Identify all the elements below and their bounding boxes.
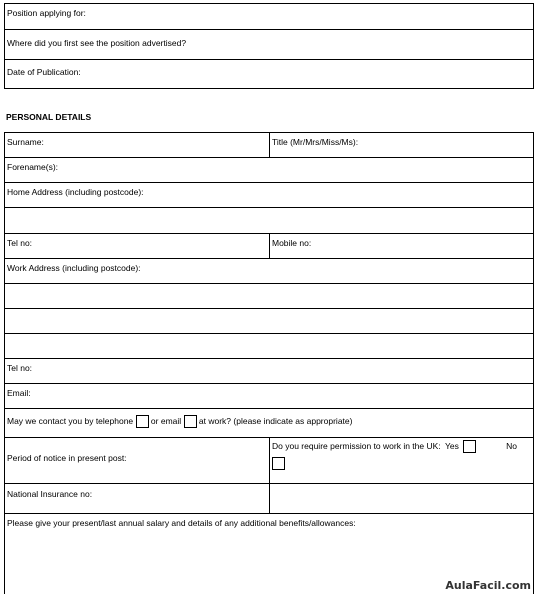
mobile-label: Mobile no: [272, 238, 312, 248]
forenames-label: Forename(s): [7, 162, 59, 172]
ni-number-input[interactable] [269, 484, 533, 513]
phone-row [5, 234, 533, 259]
work-address-row[interactable] [5, 259, 533, 284]
ni-number-label: National Insurance no: [7, 489, 93, 499]
permission-label: Do you require permission to work in the UK: [272, 440, 441, 451]
permission-no-label: No [506, 441, 517, 451]
where-seen-label: Where did you first see the position advertised? [7, 38, 187, 48]
email-row[interactable] [5, 384, 533, 409]
position-table [4, 3, 534, 89]
telephone-checkbox[interactable] [136, 415, 149, 428]
publication-date-row[interactable] [5, 60, 533, 88]
email-checkbox[interactable] [184, 415, 197, 428]
contact-text-mid: or email [150, 415, 182, 426]
work-tel-label: Tel no: [7, 363, 33, 373]
contact-text-post: at work? (please indicate as appropriate) [198, 415, 353, 426]
work-address-line-4[interactable] [5, 334, 533, 359]
ni-row [5, 484, 533, 514]
permission-no-checkbox[interactable] [272, 457, 285, 470]
tel-field[interactable] [5, 234, 269, 258]
work-address-line-2[interactable] [5, 284, 533, 309]
surname-label: Surname: [7, 137, 44, 147]
notice-period-field[interactable] [5, 438, 269, 483]
permission-yes-label: Yes [445, 440, 459, 451]
surname-row [5, 133, 533, 158]
mobile-field[interactable] [269, 234, 533, 258]
position-row[interactable] [5, 4, 533, 30]
ni-number-field[interactable] [5, 484, 269, 513]
home-address-label: Home Address (including postcode): [7, 187, 144, 197]
work-address-line-3[interactable] [5, 309, 533, 334]
contact-row [5, 409, 533, 438]
email-label: Email: [7, 388, 31, 398]
salary-label: Please give your present/last annual salary and details of any additional benefits/allowances: [7, 518, 356, 528]
work-permission-field [269, 438, 533, 483]
notice-permission-row [5, 438, 533, 484]
tel-label: Tel no: [7, 238, 33, 248]
home-address-line-2[interactable] [5, 208, 533, 234]
work-tel-row[interactable] [5, 359, 533, 384]
site-watermark: AulaFacil.com [445, 579, 531, 592]
surname-field[interactable] [5, 133, 269, 157]
where-seen-row[interactable] [5, 30, 533, 60]
personal-details-table [4, 132, 534, 594]
notice-period-label: Period of notice in present post: [7, 453, 127, 463]
permission-yes-checkbox[interactable] [463, 440, 476, 453]
home-address-row[interactable] [5, 183, 533, 208]
forenames-row[interactable] [5, 158, 533, 183]
publication-date-label: Date of Publication: [7, 67, 81, 77]
section-title-personal-details: PERSONAL DETAILS [6, 112, 92, 122]
title-label: Title (Mr/Mrs/Miss/Ms): [272, 137, 359, 147]
title-field[interactable] [269, 133, 533, 157]
position-label: Position applying for: [7, 8, 86, 18]
work-address-label: Work Address (including postcode): [7, 263, 141, 273]
contact-text-pre: May we contact you by telephone [7, 415, 134, 426]
